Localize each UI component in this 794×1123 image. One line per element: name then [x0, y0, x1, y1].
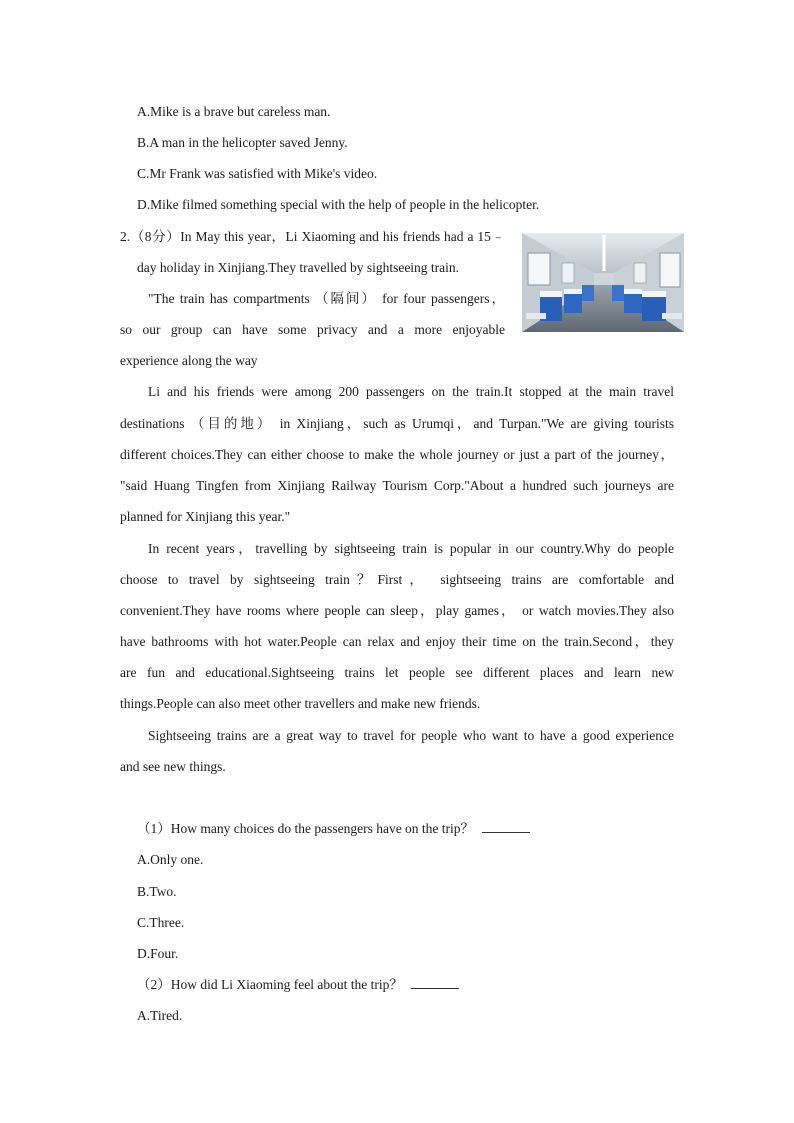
q2-para2-line2: destinations （目的地） in Xinjiang，such as Urumqi，and Turpan."We are giving tourists	[120, 416, 674, 431]
q2-para2-line1: Li and his friends were among 200 passengers on the train.It stopped at the main travel	[148, 384, 674, 399]
q2-para4-line1: Sightseeing trains are a great way to travel for people who want to have a good experience	[148, 728, 674, 743]
q2-para3-line2: choose to travel by sightseeing train？First， sightseeing trains are comfortable and	[120, 572, 674, 587]
sub1-option-d: D.Four.	[137, 946, 179, 961]
sub1-option-b: B.Two.	[137, 884, 177, 899]
sub1-option-c: C.Three.	[137, 915, 185, 930]
q2-quote-line1: "The train has compartments （隔间） for four passengers，	[148, 291, 505, 306]
q2-para3-line4: have bathrooms with hot water.People can relax and enjoy their time on the train.Second，they	[120, 634, 674, 649]
sub2-answer-blank[interactable]	[411, 976, 459, 989]
q2-para2-line5: planned for Xinjiang this year."	[120, 509, 291, 524]
prev-option-d: D.Mike filmed something special with the help of people in the helicopter.	[137, 197, 540, 212]
q2-para2-line4: "said Huang Tingfen from Xinjiang Railway Tourism Corp."About a hundred such journeys are	[120, 478, 674, 493]
q2-para2-line3: different choices.They can either choose to make the whole journey or just a part of the journey，	[120, 447, 674, 462]
prev-option-c: C.Mr Frank was satisfied with Mike's video.	[137, 166, 378, 181]
q2-quote-line3: experience along the way	[120, 353, 258, 368]
sub1-option-a: A.Only one.	[137, 852, 204, 867]
prev-option-b: B.A man in the helicopter saved Jenny.	[137, 135, 348, 150]
train-interior-photo	[522, 233, 684, 332]
q2-quote-line2: so our group can have some privacy and a more enjoyable	[120, 322, 505, 337]
q2-para3-line1: In recent years，travelling by sightseeing train is popular in our country.Why do people	[148, 541, 674, 556]
sub2-option-a: A.Tired.	[137, 1008, 183, 1023]
sub1-stem	[137, 820, 530, 838]
sub1-stem-text: （1）How many choices do the passengers have on the trip？	[137, 821, 475, 836]
q2-para3-line6: things.People can also meet other travellers and make new friends.	[120, 696, 481, 711]
prev-option-a: A.Mike is a brave but careless man.	[137, 104, 331, 119]
q2-para3-line3: convenient.They have rooms where people can sleep，play games， or watch movies.They also	[120, 603, 674, 618]
q2-intro-line2: day holiday in Xinjiang.They travelled by sightseeing train.	[137, 260, 460, 275]
q2-para3-line5: are fun and educational.Sightseeing trains let people see different places and learn new	[120, 665, 674, 680]
q2-intro-line1: 2.（8分）In May this year，Li Xiaoming and his friends had a 15﹣	[120, 229, 505, 244]
sub2-stem-text: （2）How did Li Xiaoming feel about the trip？	[137, 977, 403, 992]
q2-para4-line2: and see new things.	[120, 759, 226, 774]
sub2-stem	[137, 976, 459, 994]
sub1-answer-blank[interactable]	[482, 820, 530, 833]
